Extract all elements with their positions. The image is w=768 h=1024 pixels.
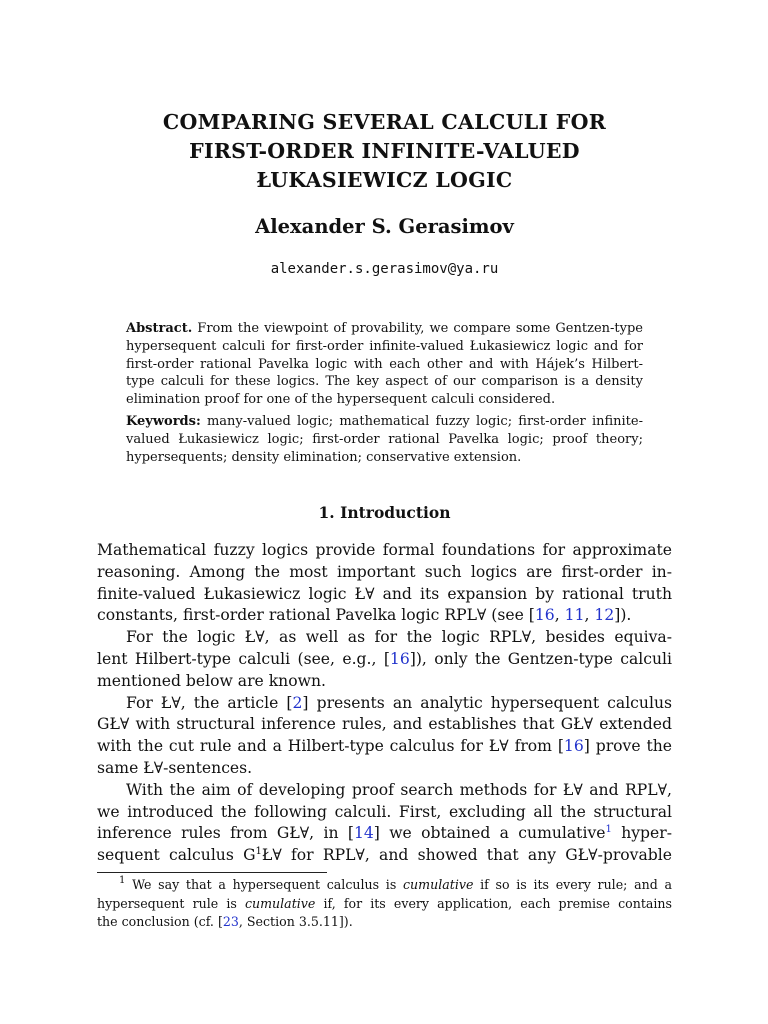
body-text-run: ] prove the [583,737,672,756]
author-name: Alexander S. Gerasimov [255,215,514,238]
footnote-line [97,876,672,895]
body-text-run: For Ł∀, the article [ [126,693,293,712]
citation-link[interactable]: 23 [222,914,239,929]
footnote-mark: 1 [119,875,126,886]
footnote-ref-link[interactable]: 1 [605,824,612,836]
body-text-run: ] presents an analytic hypersequent calculus [302,693,672,712]
footnote-text: if, for its every application, each premise contains [315,895,672,911]
citation-link[interactable]: 16 [534,606,555,625]
body-text-run: ] we obtained a cumulative [373,824,606,843]
title-line: FIRST-ORDER INFINITE-VALUED [189,139,580,163]
abstract-paragraph [126,320,643,409]
author-email[interactable]: alexander.s.gerasimov@ya.ru [270,261,499,277]
body-text-run: Ł∀ for RPL∀, and showed that any GŁ∀-provable [261,846,672,865]
body-line [97,714,672,736]
body-text-run: inference rules from GŁ∀, in [ [97,824,354,843]
paper-title [97,108,672,195]
body-line [97,802,672,824]
citation-link[interactable]: 14 [353,824,374,843]
body-text-run: constants, first-order rational Pavelka logic RPL∀ (see [ [97,606,535,625]
abstract-block [126,320,643,466]
body-line [97,649,672,671]
citation-link[interactable]: 2 [292,693,303,712]
footnote-text: if so is its every rule; and a [473,877,672,892]
footnote-text: the conclusion (cf. [ [97,914,223,929]
citation-link[interactable]: 11 [564,606,585,625]
keywords-label: Keywords: [126,413,201,429]
body-text-run: mentioned below are known. [97,671,326,690]
body-line [97,693,672,715]
body-text-run: ]). [614,606,632,625]
abstract-text: From the viewpoint of provability, we compare some Gentzen-type hypersequent calculi for first-order infinite-valued Łukasiewicz logic and for first-order rational Pavelka logic with each other and with Hájek’s Hilbert-type calculi for these logics. The key aspect of our comparison is a density elimination proof for one of the hypersequent calculi considered. [126,321,643,408]
body-line [97,627,672,649]
footnote-text: hypersequent rule is [97,895,245,911]
citation-link[interactable]: 12 [594,606,615,625]
body-text-run: For the logic Ł∀, as well as for the logic RPL∀, besides equiva- [126,628,672,647]
title-line: COMPARING SEVERAL CALCULI FOR [162,110,607,134]
body-text-run: ]), only the Gentzen-type calculi [409,649,672,668]
body-line [97,736,672,758]
body-line [97,758,672,780]
footnote-text: We say that a hypersequent calculus is [132,877,403,892]
footnote-divider [97,872,327,873]
body-text-run: Mathematical fuzzy logics provide formal foundations for approximate [97,541,672,559]
body-line [97,823,672,845]
body-line [97,780,672,802]
footnote-text: , Section 3.5.11]). [238,914,353,929]
body-text-run: same Ł∀-sentences. [97,758,253,777]
section-heading [97,502,672,524]
body-text-run: we introduced the following calculi. First, excluding all the structural [97,802,672,821]
body-text-run: , [584,606,595,625]
body-line [97,584,672,606]
keywords-text: many-valued logic; mathematical fuzzy logic; first-order infinite-valued Łukasiewicz logic; first-order rational Pavelka logic; proof theory; hypersequents; density elimination; conservative extension. [126,413,643,465]
body-text-run: hyper- [611,824,672,843]
section-number: 1. [318,503,335,522]
body-line [97,605,672,627]
body-text-run: , [554,606,565,625]
section-title: Introduction [340,503,451,522]
body-line [97,562,672,584]
footnote-emphasis: cumulative [244,895,316,911]
citation-link[interactable]: 16 [563,737,584,756]
body-text-run: reasoning. Among the most important such logics are first-order in- [97,562,672,581]
body-line [97,845,672,867]
body-text-run: lent Hilbert-type calculi (see, e.g., [ [97,649,390,668]
title-line: ŁUKASIEWICZ LOGIC [256,168,513,192]
footnote-line [97,913,672,932]
paper-page [97,0,672,1024]
abstract-label: Abstract. [126,321,193,336]
citation-link[interactable]: 16 [389,649,410,668]
body-line [97,540,672,562]
footnote-line [97,895,672,914]
body-text-run: with the cut rule and a Hilbert-type calculus for Ł∀ from [ [97,737,564,756]
keywords-paragraph [126,413,643,466]
superscript: 1 [255,846,262,858]
body-line [97,671,672,693]
footnote [97,876,672,932]
body-text-run: finite-valued Łukasiewicz logic Ł∀ and its expansion by rational truth [97,584,672,603]
introduction-body [97,540,672,867]
body-text-run: GŁ∀ with structural inference rules, and establishes that GŁ∀ extended [97,715,672,734]
body-text-run: With the aim of developing proof search methods for Ł∀ and RPL∀, [126,780,672,799]
body-text-run: sequent calculus G [97,846,256,865]
footnote-emphasis: cumulative [403,877,474,892]
